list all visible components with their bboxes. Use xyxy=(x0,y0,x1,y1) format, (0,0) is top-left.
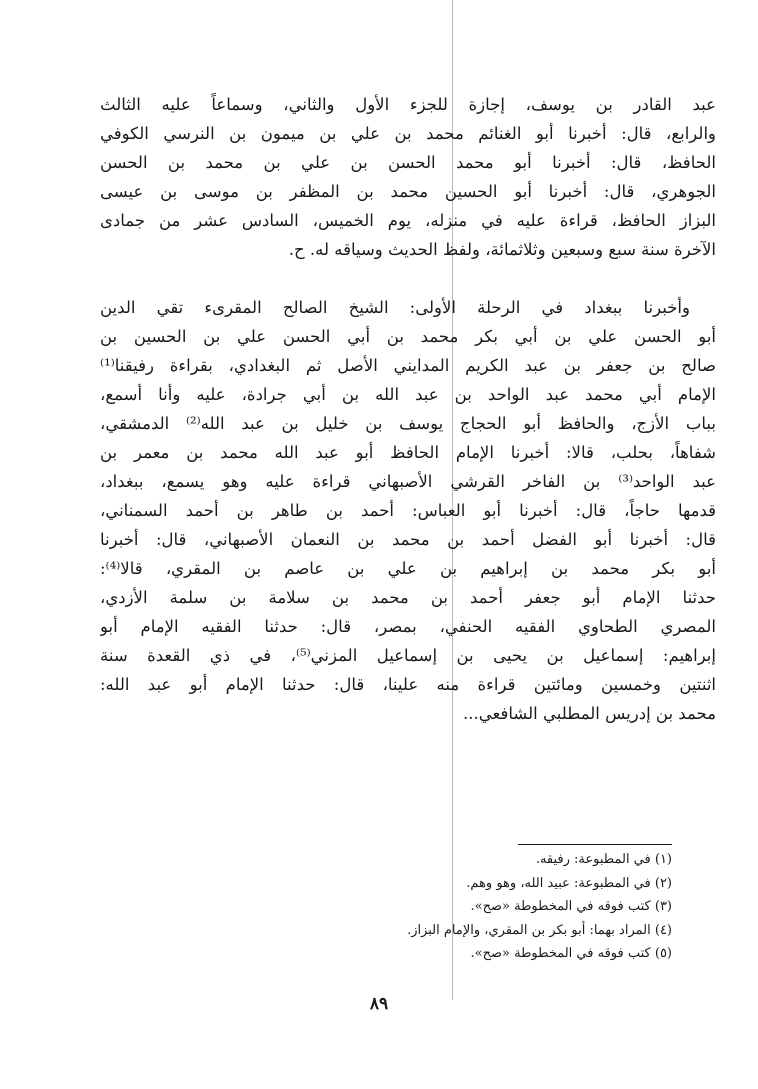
text-line: محمد بن إدريس المطلبي الشافعي... xyxy=(463,704,716,723)
footnote-2: (٢) في المطبوعة: عبيد الله، وهو وهم. xyxy=(466,875,672,891)
footnotes xyxy=(200,848,672,966)
text-line: المصري الطحاوي الفقيه الحنفي، بمصر، قال: حدثنا الفقيه الإمام أبو xyxy=(100,617,716,636)
text-line: حدثنا الإمام أبو جعفر أحمد بن محمد بن سلامة بن سلمة الأزدي، xyxy=(100,588,716,607)
text-line: البزاز الحافظ، قراءة عليه في منزله، يوم الخميس، السادس عشر من جمادى xyxy=(100,211,716,230)
text-line: بباب الأزج، والحافظ أبو الحجاج يوسف بن خليل بن عبد الله⁽²⁾ الدمشقي، xyxy=(100,414,716,433)
footnote-3: (٣) كتب فوقه في المخطوطة «صح». xyxy=(470,899,672,914)
text-line: أبو الحسن علي بن أبي بكر محمد بن أبي الحسن علي بن الحسين بن xyxy=(100,327,716,346)
text-line: الحافظ، قال: أخبرنا أبو محمد الحسن بن علي بن محمد بن الحسن xyxy=(100,153,716,172)
paragraph-1 xyxy=(100,90,716,264)
text-line: أبو بكر محمد بن إبراهيم بن علي بن عاصم بن المقري، قالا⁽⁴⁾: xyxy=(100,559,716,578)
text-line: قدمها حاجاً، قال: أخبرنا أبو العباس: أحمد بن طاهر بن أحمد السمناني، xyxy=(100,501,716,520)
text-line: اثنتين وخمسين ومائتين قراءة منه علينا، قال: حدثنا الإمام أبو عبد الله: xyxy=(100,675,716,694)
text-line: الإمام أبي محمد عبد الواحد بن عبد الله بن أبي جرادة، عليه وأنا أسمع، xyxy=(100,385,716,404)
text-line: صالح بن جعفر بن عبد الكريم المدايني الأصل ثم البغدادي، بقراءة رفيقنا⁽¹⁾ xyxy=(100,356,716,375)
text-line: عبد القادر بن يوسف، إجازة للجزء الأول والثاني، وسماعاً عليه الثالث xyxy=(100,95,716,114)
text-line: وأخبرنا ببغداد في الرحلة الأولى: الشيخ الصالح المقرىء تقي الدين xyxy=(100,298,690,317)
paragraph-2 xyxy=(100,293,716,728)
text-line: والرابع، قال: أخبرنا أبو الغنائم محمد بن علي بن ميمون بن النرسي الكوفي xyxy=(100,124,716,143)
footnote-1: (١) في المطبوعة: رفيقه. xyxy=(535,852,672,867)
footnote-5: (٥) كتب فوقه في المخطوطة «صح». xyxy=(470,946,672,961)
text-line: شفاهاً، بحلب، قالا: أخبرنا الإمام الحافظ أبو عبد الله محمد بن معمر بن xyxy=(100,443,716,462)
text-line: الآخرة سنة سبع وسبعين وثلاثمائة، ولفظ الحديث وسياقه له. ح. xyxy=(288,240,716,259)
text-line: عبد الواحد⁽³⁾ بن الفاخر القرشي الأصبهاني قراءة عليه وهو يسمع، ببغداد، xyxy=(100,472,716,491)
page-number: ٨٩ xyxy=(369,994,389,1014)
text-line: الجوهري، قال: أخبرنا أبو الحسين محمد بن المظفر بن موسى بن عيسى xyxy=(100,182,716,201)
footnote-separator xyxy=(518,844,672,845)
footnote-4: (٤) المراد بهما: أبو بكر بن المقري، والإمام البزاز. xyxy=(407,922,672,938)
text-line: إبراهيم: إسماعيل بن يحيى بن إسماعيل المزني⁽⁵⁾، في ذي القعدة سنة xyxy=(100,646,716,665)
text-line: قال: أخبرنا أبو الفضل أحمد بن محمد بن النعمان الأصبهاني، قال: أخبرنا xyxy=(100,530,716,549)
